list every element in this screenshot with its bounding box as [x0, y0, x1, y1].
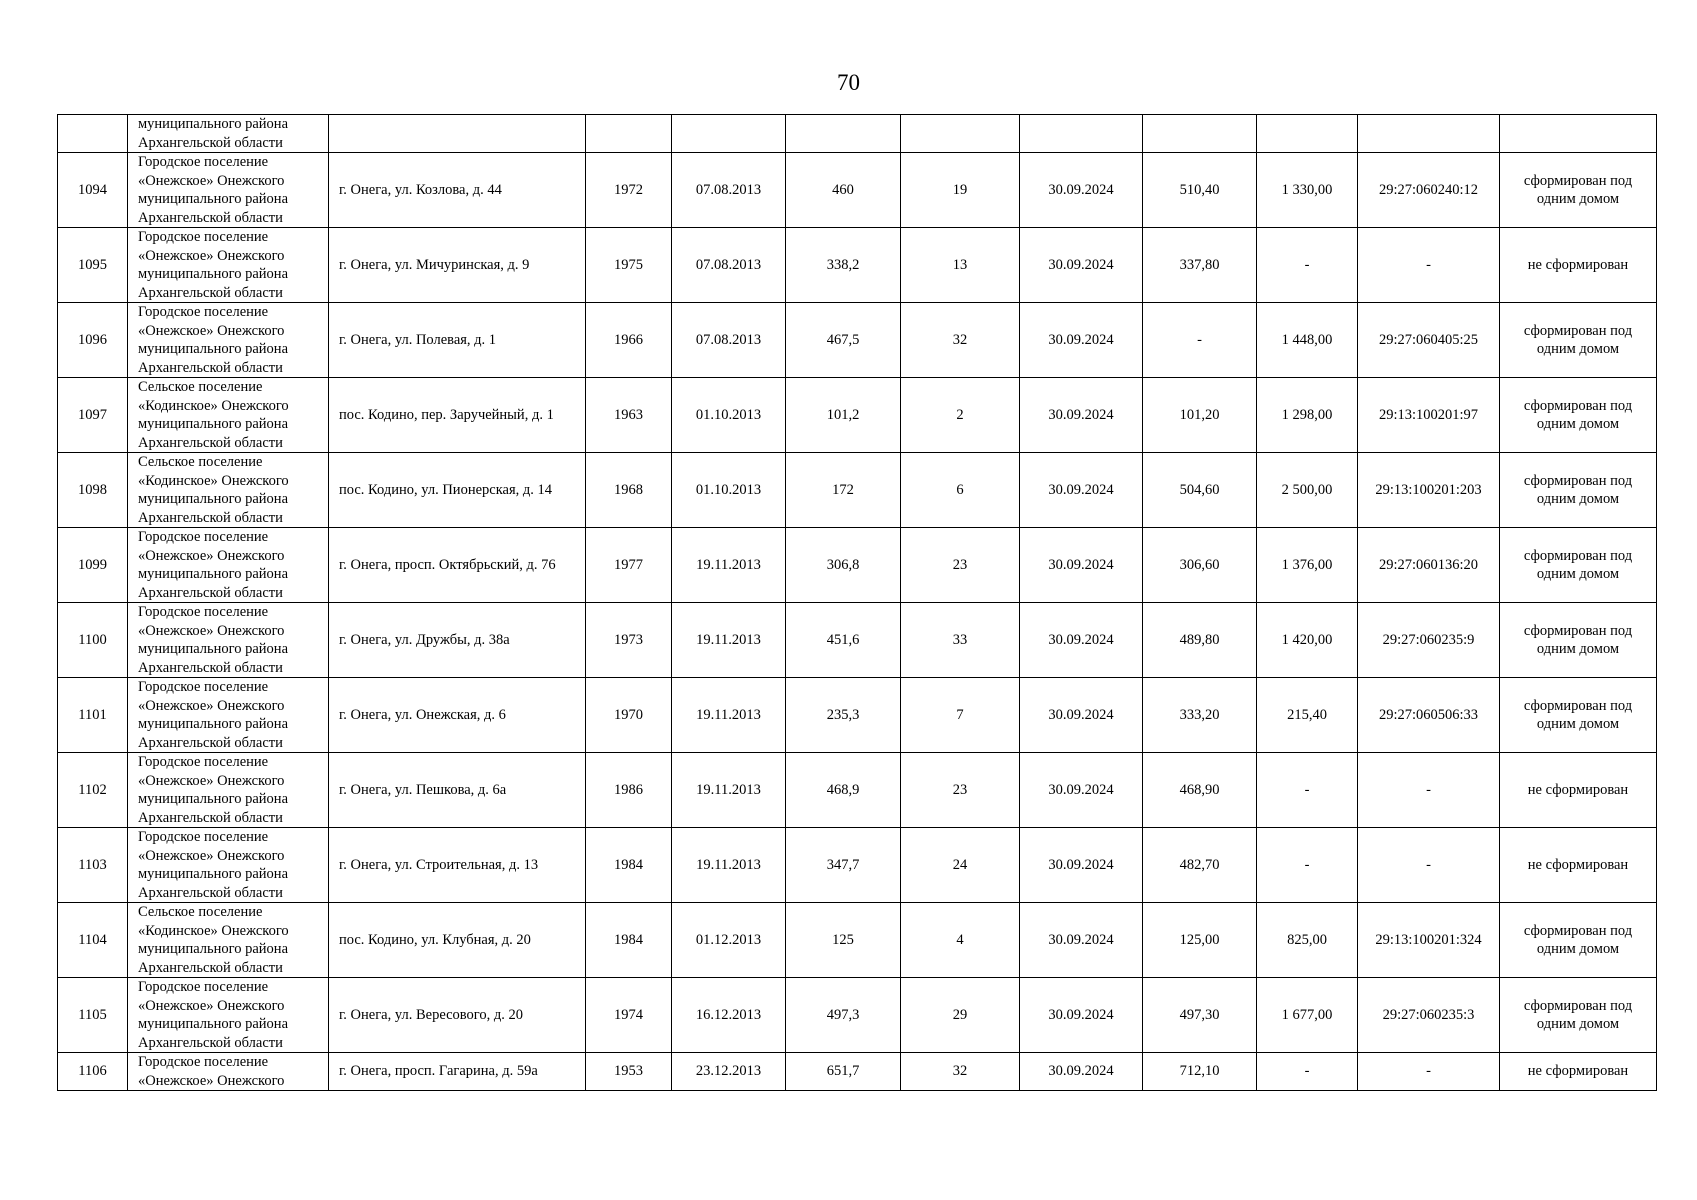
inclusion-date-cell: 23.12.2013 [672, 1053, 786, 1091]
municipality-line: муниципального района [138, 1016, 288, 1032]
municipality-cell [128, 528, 329, 603]
municipality-cell [128, 828, 329, 903]
municipality-line: муниципального района [138, 866, 288, 882]
municipality-cell [128, 453, 329, 528]
living-area-cell: 489,80 [1143, 603, 1257, 678]
row-number-cell: 1096 [58, 303, 128, 378]
inclusion-date-cell: 01.12.2013 [672, 903, 786, 978]
land-area-cell: 1 677,00 [1257, 978, 1358, 1053]
total-area-cell: 101,2 [786, 378, 901, 453]
living-area-cell: 337,80 [1143, 228, 1257, 303]
inclusion-date-cell: 07.08.2013 [672, 303, 786, 378]
row-number-cell: 1100 [58, 603, 128, 678]
residents-count-cell: 33 [901, 603, 1020, 678]
land-status-cell: не сформирован [1500, 228, 1657, 303]
land-status-cell: не сформирован [1500, 1053, 1657, 1091]
year-built-cell: 1968 [586, 453, 672, 528]
cadastral-number-cell: 29:13:100201:203 [1358, 453, 1500, 528]
land-status-cell: сформирован под одним домом [1500, 978, 1657, 1053]
year-built-cell: 1973 [586, 603, 672, 678]
municipality-line: Сельское поселение [138, 454, 263, 470]
municipality-cell [128, 903, 329, 978]
table-row [58, 378, 1657, 453]
municipality-line: муниципального района [138, 341, 288, 357]
year-built-cell: 1953 [586, 1053, 672, 1091]
address-cell: г. Онега, ул. Пешкова, д. 6а [329, 753, 586, 828]
row-number-cell: 1099 [58, 528, 128, 603]
table-row [58, 228, 1657, 303]
municipality-cell [128, 115, 329, 153]
municipality-line: Архангельской области [138, 359, 283, 376]
cadastral-number-cell: 29:27:060235:9 [1358, 603, 1500, 678]
living-area-cell: 333,20 [1143, 678, 1257, 753]
inclusion-date-cell: 19.11.2013 [672, 603, 786, 678]
year-built-cell [586, 115, 672, 153]
land-status-cell: сформирован под одним домом [1500, 303, 1657, 378]
municipality-line: Архангельской области [138, 959, 283, 976]
inclusion-date-cell: 01.10.2013 [672, 378, 786, 453]
living-area-cell: 712,10 [1143, 1053, 1257, 1091]
municipality-line: Архангельской области [138, 584, 283, 601]
municipality-line: Архангельской области [138, 884, 283, 901]
land-area-cell [1257, 115, 1358, 153]
table-body [58, 115, 1657, 1091]
relocation-deadline-cell [1020, 115, 1143, 153]
relocation-deadline-cell: 30.09.2024 [1020, 153, 1143, 228]
total-area-cell: 338,2 [786, 228, 901, 303]
municipality-line: «Онежское» Онежского [138, 322, 285, 339]
inclusion-date-cell: 01.10.2013 [672, 453, 786, 528]
living-area-cell: 306,60 [1143, 528, 1257, 603]
municipality-line: Архангельской области [138, 134, 283, 151]
residents-count-cell: 23 [901, 528, 1020, 603]
cadastral-number-cell [1358, 115, 1500, 153]
living-area-cell: 497,30 [1143, 978, 1257, 1053]
year-built-cell: 1963 [586, 378, 672, 453]
land-status-cell: сформирован под одним домом [1500, 678, 1657, 753]
address-cell: пос. Кодино, ул. Клубная, д. 20 [329, 903, 586, 978]
cadastral-number-cell: 29:13:100201:324 [1358, 903, 1500, 978]
table-row [58, 978, 1657, 1053]
municipality-line: Архангельской области [138, 509, 283, 526]
inclusion-date-cell: 07.08.2013 [672, 228, 786, 303]
municipality-line: «Кодинское» Онежского [138, 472, 289, 489]
row-number-cell: 1095 [58, 228, 128, 303]
inclusion-date-cell: 07.08.2013 [672, 153, 786, 228]
municipality-line: Архангельской области [138, 734, 283, 751]
row-number-cell: 1104 [58, 903, 128, 978]
relocation-deadline-cell: 30.09.2024 [1020, 903, 1143, 978]
row-number-cell: 1102 [58, 753, 128, 828]
municipality-line: муниципального района [138, 416, 288, 432]
municipality-line: «Онежское» Онежского [138, 547, 285, 564]
living-area-cell: - [1143, 303, 1257, 378]
table-row [58, 678, 1657, 753]
land-status-cell: сформирован под одним домом [1500, 378, 1657, 453]
year-built-cell: 1975 [586, 228, 672, 303]
inclusion-date-cell: 19.11.2013 [672, 753, 786, 828]
residents-count-cell: 23 [901, 753, 1020, 828]
relocation-deadline-cell: 30.09.2024 [1020, 378, 1143, 453]
table-row [58, 453, 1657, 528]
total-area-cell: 451,6 [786, 603, 901, 678]
relocation-deadline-cell: 30.09.2024 [1020, 828, 1143, 903]
municipality-line: Городское поселение [138, 829, 269, 845]
row-number-cell: 1106 [58, 1053, 128, 1091]
table-row [58, 303, 1657, 378]
inclusion-date-cell: 19.11.2013 [672, 678, 786, 753]
municipality-line: Сельское поселение [138, 379, 263, 395]
address-cell [329, 115, 586, 153]
municipality-line: муниципального района [138, 266, 288, 282]
residents-count-cell: 2 [901, 378, 1020, 453]
table-row [58, 528, 1657, 603]
municipality-line: муниципального района [138, 566, 288, 582]
relocation-deadline-cell: 30.09.2024 [1020, 603, 1143, 678]
relocation-deadline-cell: 30.09.2024 [1020, 753, 1143, 828]
municipality-line: «Онежское» Онежского [138, 247, 285, 264]
year-built-cell: 1966 [586, 303, 672, 378]
municipality-cell [128, 228, 329, 303]
municipality-line: Сельское поселение [138, 904, 263, 920]
land-status-cell: сформирован под одним домом [1500, 453, 1657, 528]
municipality-cell [128, 678, 329, 753]
municipality-line: Городское поселение [138, 304, 269, 320]
municipality-line: Городское поселение [138, 679, 269, 695]
address-cell: г. Онега, ул. Мичуринская, д. 9 [329, 228, 586, 303]
municipality-line: Архангельской области [138, 809, 283, 826]
total-area-cell: 235,3 [786, 678, 901, 753]
municipality-line: Архангельской области [138, 284, 283, 301]
cadastral-number-cell: 29:27:060240:12 [1358, 153, 1500, 228]
municipality-cell [128, 378, 329, 453]
living-area-cell: 504,60 [1143, 453, 1257, 528]
residents-count-cell: 24 [901, 828, 1020, 903]
residents-count-cell: 13 [901, 228, 1020, 303]
land-area-cell: 825,00 [1257, 903, 1358, 978]
residents-count-cell: 7 [901, 678, 1020, 753]
relocation-deadline-cell: 30.09.2024 [1020, 678, 1143, 753]
relocation-deadline-cell: 30.09.2024 [1020, 1053, 1143, 1091]
page-number: 70 [837, 70, 860, 95]
municipality-line: «Онежское» Онежского [138, 847, 285, 864]
address-cell: пос. Кодино, ул. Пионерская, д. 14 [329, 453, 586, 528]
municipality-line: муниципального района [138, 941, 288, 957]
address-cell: г. Онега, просп. Гагарина, д. 59а [329, 1053, 586, 1091]
relocation-deadline-cell: 30.09.2024 [1020, 978, 1143, 1053]
residents-count-cell: 29 [901, 978, 1020, 1053]
relocation-deadline-cell: 30.09.2024 [1020, 453, 1143, 528]
municipality-line: Городское поселение [138, 529, 269, 545]
year-built-cell: 1970 [586, 678, 672, 753]
land-area-cell: 1 330,00 [1257, 153, 1358, 228]
municipality-line: муниципального района [138, 116, 288, 132]
address-cell: г. Онега, просп. Октябрьский, д. 76 [329, 528, 586, 603]
address-cell: г. Онега, ул. Дружбы, д. 38а [329, 603, 586, 678]
municipality-line: Архангельской области [138, 659, 283, 676]
table-row [58, 828, 1657, 903]
row-number-cell: 1103 [58, 828, 128, 903]
municipality-line: Архангельской области [138, 434, 283, 451]
land-status-cell: сформирован под одним домом [1500, 603, 1657, 678]
row-number-cell: 1097 [58, 378, 128, 453]
inclusion-date-cell: 19.11.2013 [672, 528, 786, 603]
municipality-cell [128, 1053, 329, 1091]
living-area-cell: 482,70 [1143, 828, 1257, 903]
relocation-deadline-cell: 30.09.2024 [1020, 303, 1143, 378]
row-number-cell: 1101 [58, 678, 128, 753]
cadastral-number-cell: 29:13:100201:97 [1358, 378, 1500, 453]
land-area-cell: - [1257, 1053, 1358, 1091]
table-row-continuation [58, 115, 1657, 153]
municipality-line: муниципального района [138, 191, 288, 207]
municipality-line: Городское поселение [138, 1054, 269, 1070]
cadastral-number-cell: - [1358, 228, 1500, 303]
municipality-line: «Онежское» Онежского [138, 172, 285, 189]
inclusion-date-cell [672, 115, 786, 153]
municipality-cell [128, 753, 329, 828]
land-status-cell: не сформирован [1500, 828, 1657, 903]
municipality-line: муниципального района [138, 641, 288, 657]
cadastral-number-cell: 29:27:060136:20 [1358, 528, 1500, 603]
address-cell: пос. Кодино, пер. Заручейный, д. 1 [329, 378, 586, 453]
municipality-line: «Онежское» Онежского [138, 772, 285, 789]
municipality-line: Городское поселение [138, 754, 269, 770]
table-row [58, 753, 1657, 828]
municipality-line: муниципального района [138, 491, 288, 507]
year-built-cell: 1972 [586, 153, 672, 228]
table-row [58, 1053, 1657, 1091]
cadastral-number-cell: 29:27:060235:3 [1358, 978, 1500, 1053]
address-cell: г. Онега, ул. Строительная, д. 13 [329, 828, 586, 903]
year-built-cell: 1974 [586, 978, 672, 1053]
address-cell: г. Онега, ул. Козлова, д. 44 [329, 153, 586, 228]
cadastral-number-cell: 29:27:060405:25 [1358, 303, 1500, 378]
housing-registry-table [57, 114, 1657, 1091]
relocation-deadline-cell: 30.09.2024 [1020, 228, 1143, 303]
municipality-line: «Кодинское» Онежского [138, 922, 289, 939]
cadastral-number-cell: - [1358, 828, 1500, 903]
residents-count-cell: 4 [901, 903, 1020, 978]
land-area-cell: - [1257, 753, 1358, 828]
municipality-line: Городское поселение [138, 604, 269, 620]
inclusion-date-cell: 16.12.2013 [672, 978, 786, 1053]
total-area-cell: 460 [786, 153, 901, 228]
address-cell: г. Онега, ул. Полевая, д. 1 [329, 303, 586, 378]
address-cell: г. Онега, ул. Вересового, д. 20 [329, 978, 586, 1053]
living-area-cell: 125,00 [1143, 903, 1257, 978]
total-area-cell: 306,8 [786, 528, 901, 603]
land-area-cell: - [1257, 228, 1358, 303]
year-built-cell: 1977 [586, 528, 672, 603]
land-area-cell: 2 500,00 [1257, 453, 1358, 528]
row-number-cell: 1105 [58, 978, 128, 1053]
total-area-cell: 125 [786, 903, 901, 978]
total-area-cell: 467,5 [786, 303, 901, 378]
living-area-cell: 468,90 [1143, 753, 1257, 828]
municipality-line: Городское поселение [138, 979, 269, 995]
land-area-cell: 1 376,00 [1257, 528, 1358, 603]
municipality-line: «Онежское» Онежского [138, 1072, 285, 1089]
total-area-cell [786, 115, 901, 153]
total-area-cell: 651,7 [786, 1053, 901, 1091]
cadastral-number-cell: - [1358, 753, 1500, 828]
relocation-deadline-cell: 30.09.2024 [1020, 528, 1143, 603]
municipality-line: Архангельской области [138, 1034, 283, 1051]
municipality-cell [128, 303, 329, 378]
municipality-line: Городское поселение [138, 229, 269, 245]
land-status-cell: сформирован под одним домом [1500, 153, 1657, 228]
row-number-cell [58, 115, 128, 153]
table-row [58, 903, 1657, 978]
land-status-cell: сформирован под одним домом [1500, 528, 1657, 603]
land-area-cell: 215,40 [1257, 678, 1358, 753]
land-area-cell: - [1257, 828, 1358, 903]
municipality-line: «Кодинское» Онежского [138, 397, 289, 414]
cadastral-number-cell: 29:27:060506:33 [1358, 678, 1500, 753]
municipality-cell [128, 978, 329, 1053]
land-area-cell: 1 420,00 [1257, 603, 1358, 678]
municipality-line: муниципального района [138, 716, 288, 732]
municipality-line: «Онежское» Онежского [138, 622, 285, 639]
table-row [58, 603, 1657, 678]
year-built-cell: 1986 [586, 753, 672, 828]
municipality-cell [128, 153, 329, 228]
residents-count-cell: 32 [901, 303, 1020, 378]
total-area-cell: 497,3 [786, 978, 901, 1053]
residents-count-cell: 19 [901, 153, 1020, 228]
land-status-cell: сформирован под одним домом [1500, 903, 1657, 978]
residents-count-cell [901, 115, 1020, 153]
total-area-cell: 172 [786, 453, 901, 528]
address-cell: г. Онега, ул. Онежская, д. 6 [329, 678, 586, 753]
municipality-line: Архангельской области [138, 209, 283, 226]
row-number-cell: 1098 [58, 453, 128, 528]
residents-count-cell: 32 [901, 1053, 1020, 1091]
land-status-cell [1500, 115, 1657, 153]
living-area-cell [1143, 115, 1257, 153]
year-built-cell: 1984 [586, 903, 672, 978]
living-area-cell: 510,40 [1143, 153, 1257, 228]
municipality-line: «Онежское» Онежского [138, 997, 285, 1014]
land-status-cell: не сформирован [1500, 753, 1657, 828]
municipality-line: муниципального района [138, 791, 288, 807]
municipality-cell [128, 603, 329, 678]
land-area-cell: 1 448,00 [1257, 303, 1358, 378]
table-row [58, 153, 1657, 228]
inclusion-date-cell: 19.11.2013 [672, 828, 786, 903]
living-area-cell: 101,20 [1143, 378, 1257, 453]
total-area-cell: 347,7 [786, 828, 901, 903]
municipality-line: «Онежское» Онежского [138, 697, 285, 714]
municipality-line: Городское поселение [138, 154, 269, 170]
cadastral-number-cell: - [1358, 1053, 1500, 1091]
residents-count-cell: 6 [901, 453, 1020, 528]
row-number-cell: 1094 [58, 153, 128, 228]
land-area-cell: 1 298,00 [1257, 378, 1358, 453]
total-area-cell: 468,9 [786, 753, 901, 828]
year-built-cell: 1984 [586, 828, 672, 903]
